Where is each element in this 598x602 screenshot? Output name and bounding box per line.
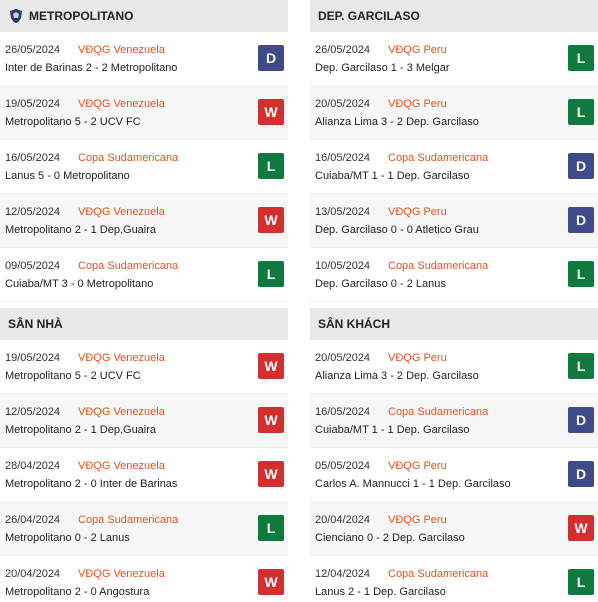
- competition-link[interactable]: VĐQG Peru: [388, 460, 447, 472]
- match-score: Metropolitano 0 - 2 Lanus: [5, 532, 130, 544]
- match-date: 19/05/2024: [5, 98, 61, 110]
- match-row[interactable]: [0, 194, 288, 248]
- match-score: Cuiaba/MT 1 - 1 Dep. Garcilaso: [315, 424, 470, 436]
- match-row[interactable]: [0, 556, 288, 602]
- garcilaso-recent-form: [310, 0, 598, 302]
- competition-link[interactable]: VĐQG Peru: [388, 44, 447, 56]
- match-date: 09/05/2024: [5, 260, 61, 272]
- team-header: [0, 0, 288, 32]
- match-score: Inter de Barinas 2 - 2 Metropolitano: [5, 62, 178, 74]
- match-score: Lanus 5 - 0 Metropolitano: [5, 170, 130, 182]
- competition-link[interactable]: Copa Sudamericana: [388, 152, 489, 164]
- match-score: Metropolitano 5 - 2 UCV FC: [5, 116, 141, 128]
- result-badge: L: [568, 353, 594, 379]
- match-row[interactable]: [0, 448, 288, 502]
- team-crest-icon: [8, 8, 24, 24]
- match-score: Alianza Lima 3 - 2 Dep. Garcilaso: [315, 116, 479, 128]
- result-badge: W: [258, 353, 284, 379]
- metropolitano-recent-form: [0, 0, 288, 302]
- match-score: Alianza Lima 3 - 2 Dep. Garcilaso: [315, 370, 479, 382]
- section-header: [0, 308, 288, 340]
- result-badge: W: [258, 569, 284, 595]
- competition-link[interactable]: VĐQG Venezuela: [78, 352, 165, 364]
- match-score: Metropolitano 2 - 0 Inter de Barinas: [5, 478, 178, 490]
- match-date: 20/04/2024: [315, 514, 371, 526]
- result-badge: W: [568, 515, 594, 541]
- competition-link[interactable]: VĐQG Venezuela: [78, 98, 165, 110]
- result-badge: D: [568, 207, 594, 233]
- match-row[interactable]: [0, 502, 288, 556]
- competition-link[interactable]: VĐQG Peru: [388, 98, 447, 110]
- match-row[interactable]: [0, 140, 288, 194]
- team-header: [310, 0, 598, 32]
- match-score: Metropolitano 5 - 2 UCV FC: [5, 370, 141, 382]
- match-date: 16/05/2024: [315, 152, 371, 164]
- match-score: Metropolitano 2 - 0 Angostura: [5, 586, 150, 598]
- match-row[interactable]: [310, 248, 598, 302]
- match-date: 20/04/2024: [5, 568, 61, 580]
- result-badge: L: [568, 261, 594, 287]
- match-score: Dep. Garcilaso 0 - 0 Atletico Grau: [315, 224, 479, 236]
- result-badge: L: [568, 99, 594, 125]
- match-score: Dep. Garcilaso 0 - 2 Lanus: [315, 278, 446, 290]
- match-score: Carlos A. Mannucci 1 - 1 Dep. Garcilaso: [315, 478, 511, 490]
- section-title: SÂN KHÁCH: [318, 317, 390, 331]
- result-badge: L: [568, 45, 594, 71]
- result-badge: W: [258, 461, 284, 487]
- match-date: 26/05/2024: [315, 44, 371, 56]
- match-row[interactable]: [0, 248, 288, 302]
- competition-link[interactable]: Copa Sudamericana: [78, 514, 179, 526]
- match-date: 13/05/2024: [315, 206, 371, 218]
- match-score: Cuiaba/MT 1 - 1 Dep. Garcilaso: [315, 170, 470, 182]
- match-date: 12/05/2024: [5, 406, 61, 418]
- match-date: 10/05/2024: [315, 260, 371, 272]
- result-badge: D: [568, 461, 594, 487]
- section-title: SÂN NHÀ: [8, 317, 63, 331]
- match-row[interactable]: [310, 340, 598, 394]
- result-badge: D: [568, 407, 594, 433]
- match-row[interactable]: [0, 340, 288, 394]
- match-row[interactable]: [310, 502, 598, 556]
- competition-link[interactable]: Copa Sudamericana: [388, 568, 489, 580]
- competition-link[interactable]: VĐQG Peru: [388, 352, 447, 364]
- match-date: 12/04/2024: [315, 568, 371, 580]
- match-row[interactable]: [310, 32, 598, 86]
- match-row[interactable]: [0, 32, 288, 86]
- match-score: Cuiaba/MT 3 - 0 Metropolitano: [5, 278, 154, 290]
- match-row[interactable]: [0, 394, 288, 448]
- result-badge: D: [258, 45, 284, 71]
- match-date: 12/05/2024: [5, 206, 61, 218]
- team-name: METROPOLITANO: [29, 9, 134, 23]
- result-badge: L: [258, 261, 284, 287]
- match-row[interactable]: [0, 86, 288, 140]
- competition-link[interactable]: VĐQG Venezuela: [78, 568, 165, 580]
- match-date: 26/04/2024: [5, 514, 61, 526]
- match-date: 16/05/2024: [315, 406, 371, 418]
- match-score: Lanus 2 - 1 Dep. Garcilaso: [315, 586, 446, 598]
- match-row[interactable]: [310, 394, 598, 448]
- match-date: 20/05/2024: [315, 352, 371, 364]
- match-date: 16/05/2024: [5, 152, 61, 164]
- result-badge: W: [258, 407, 284, 433]
- competition-link[interactable]: VĐQG Venezuela: [78, 44, 165, 56]
- result-badge: W: [258, 99, 284, 125]
- match-row[interactable]: [310, 194, 598, 248]
- match-score: Metropolitano 2 - 1 Dep.Guaira: [5, 424, 157, 436]
- match-date: 20/05/2024: [315, 98, 371, 110]
- match-row[interactable]: [310, 448, 598, 502]
- match-date: 28/04/2024: [5, 460, 61, 472]
- team-name: DEP. GARCILASO: [318, 9, 420, 23]
- match-row[interactable]: [310, 86, 598, 140]
- competition-link[interactable]: VĐQG Peru: [388, 206, 447, 218]
- competition-link[interactable]: VĐQG Venezuela: [78, 460, 165, 472]
- result-badge: L: [258, 515, 284, 541]
- match-score: Dep. Garcilaso 1 - 3 Melgar: [315, 62, 450, 74]
- competition-link[interactable]: Copa Sudamericana: [388, 260, 489, 272]
- match-date: 19/05/2024: [5, 352, 61, 364]
- match-score: Metropolitano 2 - 1 Dep.Guaira: [5, 224, 157, 236]
- away-matches: [310, 308, 598, 602]
- result-badge: L: [258, 153, 284, 179]
- competition-link[interactable]: Copa Sudamericana: [388, 406, 489, 418]
- result-badge: W: [258, 207, 284, 233]
- result-badge: D: [568, 153, 594, 179]
- competition-link[interactable]: VĐQG Peru: [388, 514, 447, 526]
- match-date: 05/05/2024: [315, 460, 371, 472]
- result-badge: L: [568, 569, 594, 595]
- match-score: Cienciano 0 - 2 Dep. Garcilaso: [315, 532, 465, 544]
- match-row[interactable]: [310, 556, 598, 602]
- competition-link[interactable]: Copa Sudamericana: [78, 152, 179, 164]
- home-matches: [0, 308, 288, 602]
- section-header: [310, 308, 598, 340]
- competition-link[interactable]: VĐQG Venezuela: [78, 206, 165, 218]
- competition-link[interactable]: VĐQG Venezuela: [78, 406, 165, 418]
- competition-link[interactable]: Copa Sudamericana: [78, 260, 179, 272]
- match-row[interactable]: [310, 140, 598, 194]
- match-date: 26/05/2024: [5, 44, 61, 56]
